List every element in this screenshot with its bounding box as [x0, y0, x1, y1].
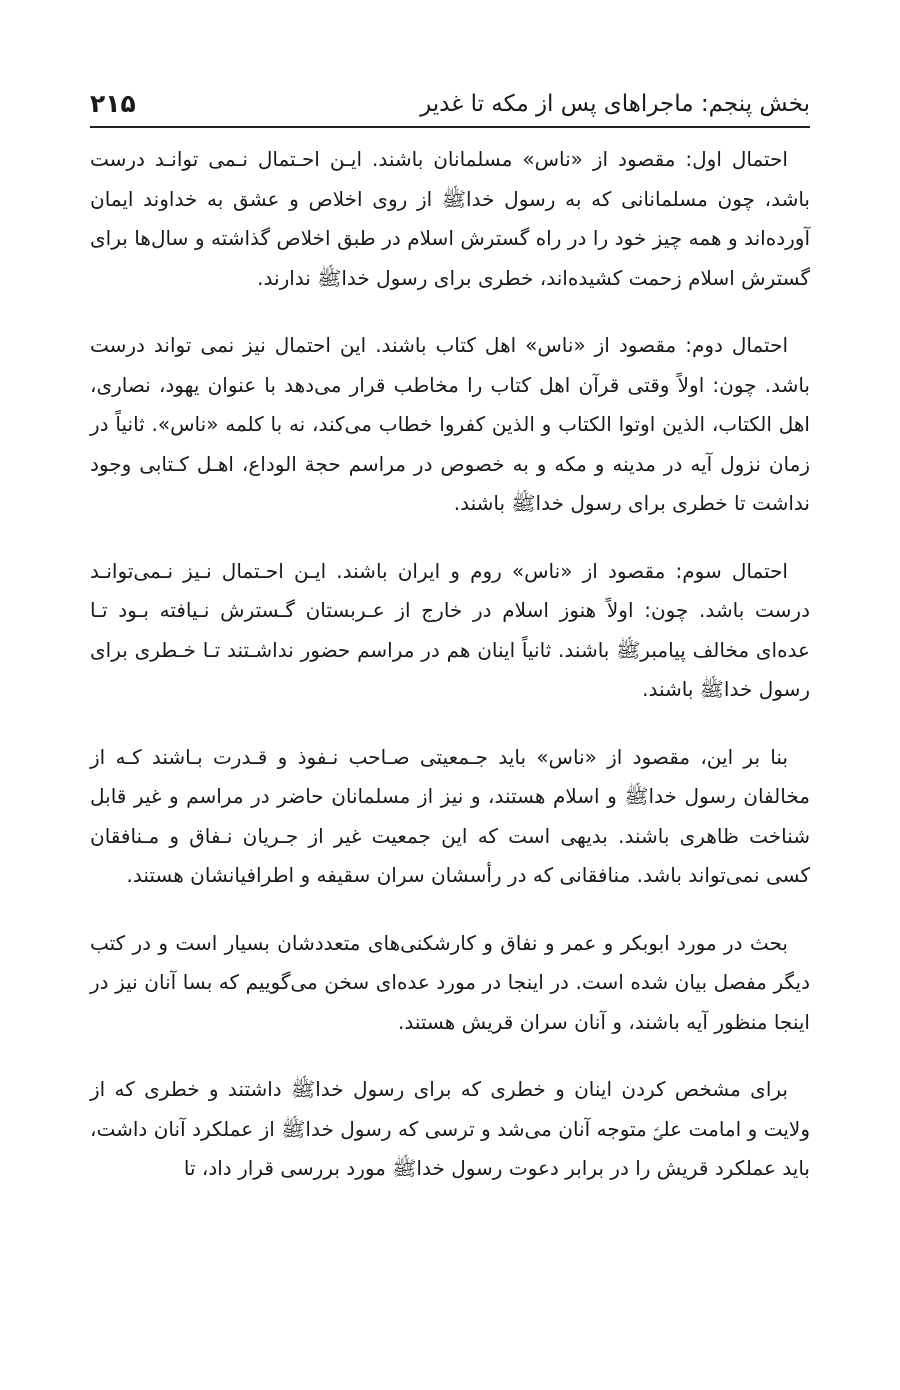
paragraph-6: برای مشخص کردن اینان و خطری که برای رسول خداﷺ داشتند و خطری که از ولایت و امامت علیؑ متوجه آنان می‌شد و ترسی که رسول خداﷺ از عملکرد آنان داشت، باید عملکرد قریش را در برابر دعوت رسول خداﷺ مورد بررسی قرار داد، تا [90, 1077, 810, 1180]
page-number: ۲۱۵ [90, 89, 136, 118]
paragraph-2: احتمال دوم: مقصود از «ناس» اهل کتاب باشند. این احتمال نیز نمی تواند درست باشد. چون: اولاً وقتی قرآن اهل کتاب را مخاطب قرار می‌دهد با عنوان یهود، نصاری، اهل الکتاب، الذین اوتوا الکتاب و الذین کفروا خطاب می‌کند، نه با کلمه «ناس». ثانیاً در زمان نزول آیه در مدینه و مکه و به خصوص در مراسم حجة الوداع، اهـل کـتابی وجود نداشت تا خطری برای رسول خداﷺ باشند. [90, 333, 810, 515]
body-text [90, 140, 810, 1217]
paragraph-4: بنا بر این، مقصود از «ناس» باید جـمعیتی صـاحب نـفوذ و قـدرت بـاشند کـه از مخالفان رسول خداﷺ و اسلام هستند، و نیز از مسلمانان حاضر در مراسم و غیر قابل شناخت ظاهری باشند. بدیهی است که این جمعیت غیر از جـریان نـفاق و مـنافقان کسی نمی‌تواند باشد. منافقانی که در رأسشان سران سقیفه و اطرافیانشان هستند. [90, 744, 810, 887]
running-title: بخش پنجم: ماجراهای پس از مکه تا غدیر [420, 91, 810, 117]
page-header [90, 68, 810, 128]
paragraph-3: احتمال سوم: مقصود از «ناس» روم و ایران باشند. ایـن احـتمال نـیز نـمی‌توانـد درست باشد. چون: اولاً هنوز اسلام در خارج از عـربستان گـسترش نـیافته بـود تـا عده‌ای مخالف پیامبرﷺ باشند. ثانیاً اینان هم در مراسم حضور نداشـتند تـا خـطری برای رسول خداﷺ باشند. [90, 558, 810, 701]
paragraph-5: بحث در مورد ابوبکر و عمر و نفاق و کارشکنی‌های متعددشان بسیار است و در کتب دیگر مفصل بیان شده است. در اینجا در مورد عده‌ای سخن می‌گوییم که بسا آنان نیز در اینجا منظور آیه باشند، و آنان سران قریش هستند. [90, 930, 810, 1034]
paragraph-1: احتمال اول: مقصود از «ناس» مسلمانان باشند. ایـن احـتمال نـمی توانـد درست باشد، چون مسلمانانی که به رسول خداﷺ از روی اخلاص و عشق به خداوند ایمان آورده‌اند و همه چیز خود را در راه گسترش اسلام در طبق اخلاص گذاشته و سال‌ها برای گسترش اسلام زحمت کشیده‌اند، خطری برای رسول خداﷺ ندارند. [90, 147, 810, 290]
